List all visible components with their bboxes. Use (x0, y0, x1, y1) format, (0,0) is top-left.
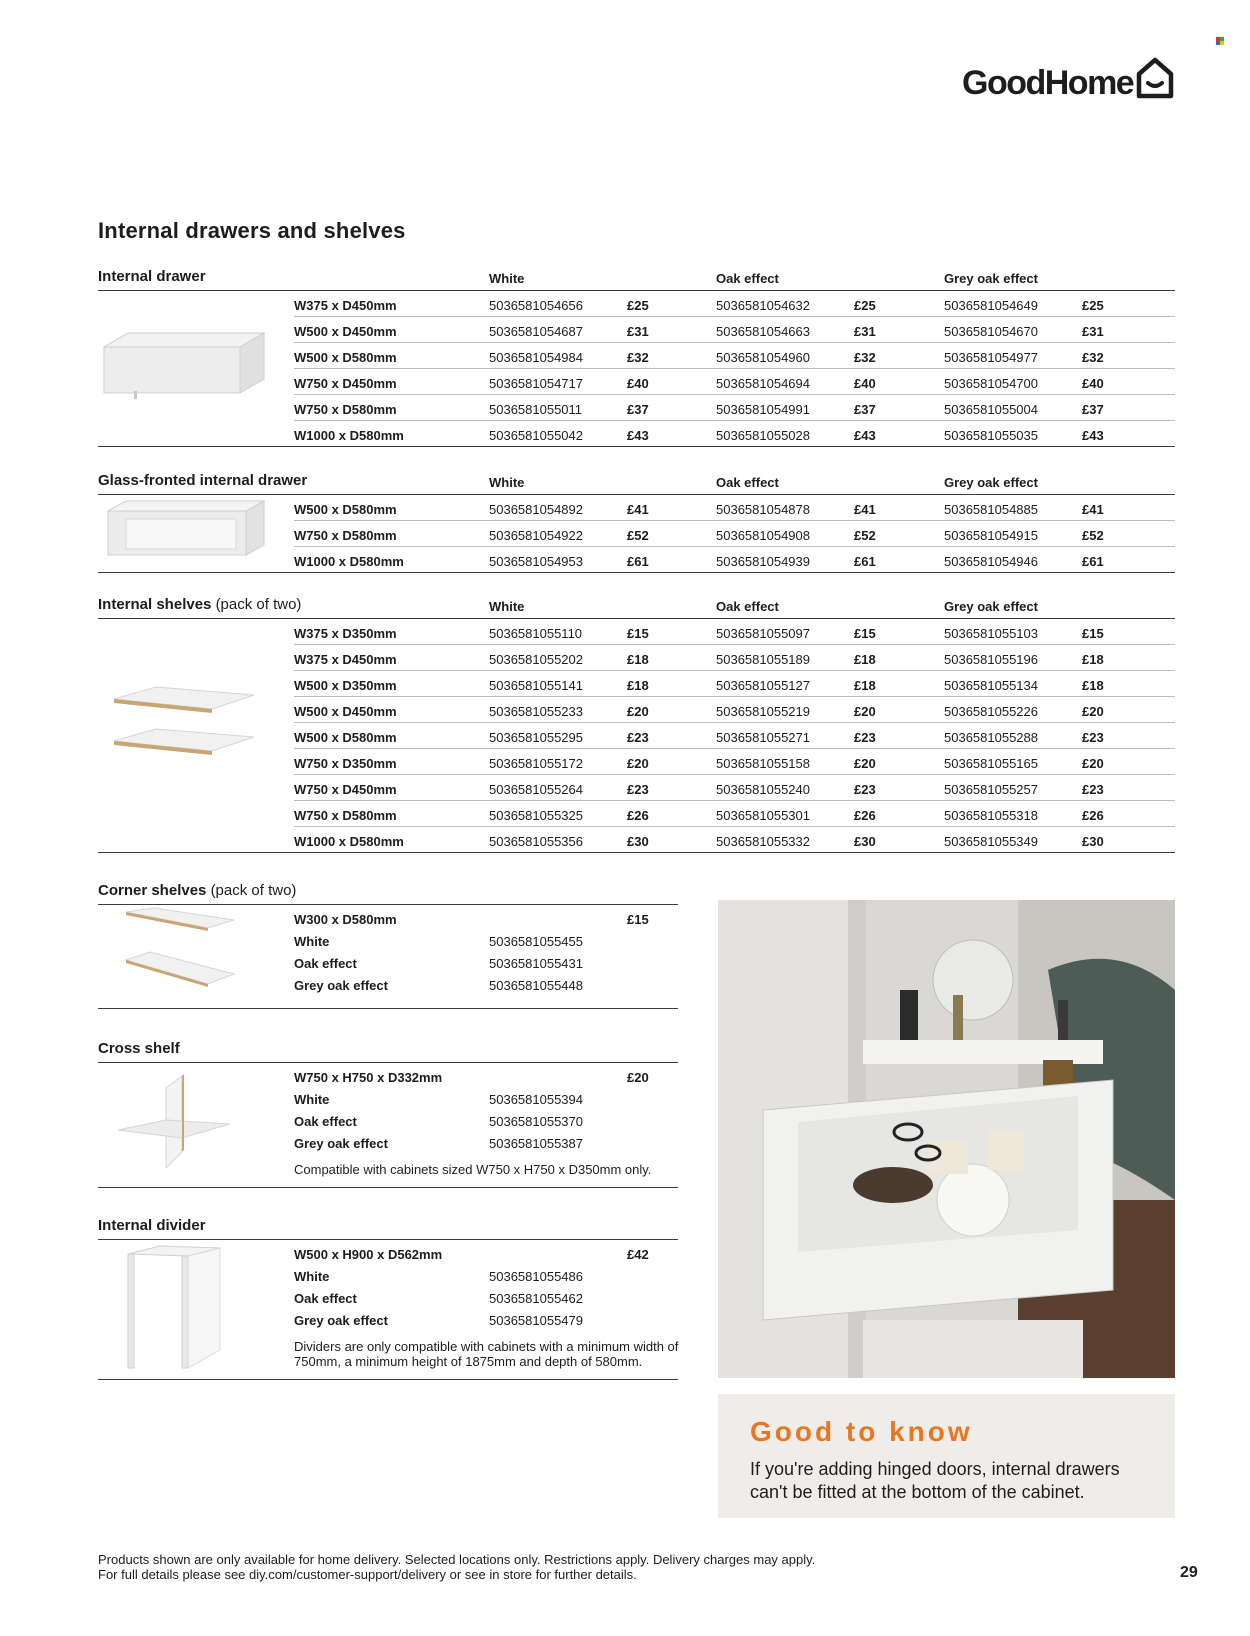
col-oak: Oak effect (716, 271, 779, 286)
finish-name-cell: White (294, 1092, 330, 1107)
size-cell: W500 x D450mm (294, 704, 397, 719)
grey-code-cell: 5036581055226 (944, 704, 1038, 719)
size-cell: W375 x D350mm (294, 626, 397, 641)
white-price-cell: £26 (627, 808, 649, 823)
oak-code-cell: 5036581055158 (716, 756, 810, 771)
col-grey-oak: Grey oak effect (944, 475, 1038, 490)
white-price-cell: £61 (627, 554, 649, 569)
oak-price-cell: £18 (854, 652, 876, 667)
grey-code-cell: 5036581055035 (944, 428, 1038, 443)
row-rule (294, 826, 1175, 827)
finish-name-cell: Grey oak effect (294, 1136, 388, 1151)
oak-price-cell: £26 (854, 808, 876, 823)
grey-price-cell: £40 (1082, 376, 1104, 391)
oak-price-cell: £25 (854, 298, 876, 313)
white-code-cell: 5036581054687 (489, 324, 583, 339)
finish-name-cell: Oak effect (294, 956, 357, 971)
oak-price-cell: £30 (854, 834, 876, 849)
size-cell: W500 x D580mm (294, 350, 397, 365)
oak-code-cell: 5036581055127 (716, 678, 810, 693)
white-code-cell: 5036581055325 (489, 808, 583, 823)
oak-code-cell: 5036581054663 (716, 324, 810, 339)
glass-drawer-illustration (104, 497, 274, 567)
color-dots-icon (1216, 32, 1224, 40)
internal-shelves-heading (98, 596, 301, 613)
oak-code-cell: 5036581054960 (716, 350, 810, 365)
internal-drawer-heading: Internal drawer (98, 268, 206, 285)
internal-divider-illustration (126, 1244, 222, 1370)
white-price-cell: £31 (627, 324, 649, 339)
white-price-cell: £20 (627, 756, 649, 771)
section-top-rule (98, 1239, 678, 1240)
white-price-cell: £32 (627, 350, 649, 365)
oak-code-cell: 5036581054632 (716, 298, 810, 313)
goodhome-logo (962, 56, 1175, 100)
oak-price-cell: £61 (854, 554, 876, 569)
grey-price-cell: £23 (1082, 782, 1104, 797)
grey-code-cell: 5036581055349 (944, 834, 1038, 849)
finish-code-cell: 5036581055486 (489, 1269, 583, 1284)
white-price-cell: £52 (627, 528, 649, 543)
internal-drawer-illustration (100, 325, 270, 405)
oak-code-cell: 5036581054991 (716, 402, 810, 417)
internal-divider-note: Dividers are only compatible with cabinets with a minimum width of 750mm, a minimum height of 1875mm and depth of 580mm. (294, 1339, 679, 1369)
white-code-cell: 5036581055295 (489, 730, 583, 745)
finish-code-cell: 5036581055394 (489, 1092, 583, 1107)
grey-code-cell: 5036581055257 (944, 782, 1038, 797)
white-code-cell: 5036581055233 (489, 704, 583, 719)
grey-code-cell: 5036581055196 (944, 652, 1038, 667)
oak-code-cell: 5036581054939 (716, 554, 810, 569)
finish-name-cell: Grey oak effect (294, 1313, 388, 1328)
white-code-cell: 5036581054656 (489, 298, 583, 313)
white-code-cell: 5036581055110 (489, 626, 583, 641)
size-cell: W1000 x D580mm (294, 834, 404, 849)
grey-price-cell: £20 (1082, 704, 1104, 719)
size-cell: W750 x H750 x D332mm (294, 1070, 443, 1085)
table-header-rule (98, 494, 1175, 495)
row-rule (294, 748, 1175, 749)
oak-price-cell: £31 (854, 324, 876, 339)
corner-shelves-illustration (124, 906, 244, 1002)
white-price-cell: £25 (627, 298, 649, 313)
grey-price-cell: £52 (1082, 528, 1104, 543)
oak-price-cell: £20 (854, 704, 876, 719)
finish-name-cell: White (294, 1269, 330, 1284)
grey-price-cell: £23 (1082, 730, 1104, 745)
oak-price-cell: £23 (854, 730, 876, 745)
oak-price-cell: £43 (854, 428, 876, 443)
grey-price-cell: £30 (1082, 834, 1104, 849)
table-bottom-rule (98, 852, 1175, 853)
row-rule (294, 342, 1175, 343)
size-cell: W750 x D350mm (294, 756, 397, 771)
grey-price-cell: £26 (1082, 808, 1104, 823)
white-price-cell: £15 (627, 626, 649, 641)
white-code-cell: 5036581054892 (489, 502, 583, 517)
oak-code-cell: 5036581055301 (716, 808, 810, 823)
grey-price-cell: £25 (1082, 298, 1104, 313)
grey-code-cell: 5036581055103 (944, 626, 1038, 641)
white-code-cell: 5036581054953 (489, 554, 583, 569)
finish-code-cell: 5036581055431 (489, 956, 583, 971)
finish-name-cell: Grey oak effect (294, 978, 388, 993)
table-header-rule (98, 290, 1175, 291)
grey-code-cell: 5036581054885 (944, 502, 1038, 517)
oak-code-cell: 5036581055219 (716, 704, 810, 719)
internal-shelves-title: Internal shelves (98, 596, 212, 613)
grey-price-cell: £18 (1082, 678, 1104, 693)
size-cell: W500 x H900 x D562mm (294, 1247, 443, 1262)
white-price-cell: £30 (627, 834, 649, 849)
grey-price-cell: £15 (1082, 626, 1104, 641)
row-rule (294, 368, 1175, 369)
row-rule (294, 394, 1175, 395)
row-rule (294, 520, 1175, 521)
white-price-cell: £20 (627, 704, 649, 719)
row-rule (294, 546, 1175, 547)
grey-code-cell: 5036581054915 (944, 528, 1038, 543)
size-cell: W1000 x D580mm (294, 428, 404, 443)
grey-price-cell: £32 (1082, 350, 1104, 365)
row-rule (294, 316, 1175, 317)
white-code-cell: 5036581054717 (489, 376, 583, 391)
internal-divider-title: Internal divider (98, 1217, 206, 1234)
table-header-rule (98, 618, 1175, 619)
size-cell: W300 x D580mm (294, 912, 397, 927)
page-title: Internal drawers and shelves (98, 218, 406, 243)
white-code-cell: 5036581055264 (489, 782, 583, 797)
grey-code-cell: 5036581054700 (944, 376, 1038, 391)
oak-code-cell: 5036581054908 (716, 528, 810, 543)
oak-code-cell: 5036581055028 (716, 428, 810, 443)
white-code-cell: 5036581055011 (489, 402, 583, 417)
footer-line-2: For full details please see diy.com/customer-support/delivery or see in store for further details. (98, 1567, 637, 1582)
finish-code-cell: 5036581055448 (489, 978, 583, 993)
oak-price-cell: £32 (854, 350, 876, 365)
oak-price-cell: £15 (854, 626, 876, 641)
oak-price-cell: £52 (854, 528, 876, 543)
corner-shelves-title: Corner shelves (98, 882, 207, 899)
size-cell: W375 x D450mm (294, 298, 397, 313)
oak-price-cell: £37 (854, 402, 876, 417)
footer-disclaimer (98, 1552, 815, 1582)
row-rule (294, 800, 1175, 801)
grey-code-cell: 5036581054649 (944, 298, 1038, 313)
size-cell: W750 x D450mm (294, 376, 397, 391)
cross-shelf-heading (98, 1040, 180, 1057)
col-grey-oak: Grey oak effect (944, 271, 1038, 286)
section-bottom-rule (98, 1379, 678, 1380)
good-to-know-box (718, 1394, 1175, 1518)
grey-price-cell: £18 (1082, 652, 1104, 667)
good-to-know-title: Good to know (750, 1416, 973, 1447)
white-price-cell: £23 (627, 782, 649, 797)
oak-code-cell: 5036581055240 (716, 782, 810, 797)
finish-code-cell: 5036581055387 (489, 1136, 583, 1151)
oak-code-cell: 5036581055332 (716, 834, 810, 849)
oak-price-cell: £23 (854, 782, 876, 797)
finish-name-cell: Oak effect (294, 1291, 357, 1306)
cross-shelf-title: Cross shelf (98, 1040, 180, 1057)
row-rule (294, 420, 1175, 421)
size-cell: W750 x D580mm (294, 528, 397, 543)
grey-price-cell: £41 (1082, 502, 1104, 517)
white-price-cell: £41 (627, 502, 649, 517)
grey-code-cell: 5036581054977 (944, 350, 1038, 365)
oak-code-cell: 5036581055271 (716, 730, 810, 745)
white-price-cell: £43 (627, 428, 649, 443)
grey-price-cell: £20 (1082, 756, 1104, 771)
finish-code-cell: 5036581055462 (489, 1291, 583, 1306)
good-to-know-body: If you're adding hinged doors, internal drawers can't be fitted at the bottom of the cabinet. (750, 1459, 1120, 1502)
grey-code-cell: 5036581055004 (944, 402, 1038, 417)
footer-line-1: Products shown are only available for home delivery. Selected locations only. Restrictions apply. Delivery charges may apply. (98, 1552, 816, 1567)
col-oak: Oak effect (716, 599, 779, 614)
white-code-cell: 5036581055042 (489, 428, 583, 443)
row-rule (294, 722, 1175, 723)
grey-code-cell: 5036581055288 (944, 730, 1038, 745)
corner-shelves-subtitle: (pack of two) (210, 882, 297, 899)
section-top-rule (98, 904, 678, 905)
price-cell: £20 (627, 1070, 649, 1085)
row-rule (294, 774, 1175, 775)
oak-price-cell: £40 (854, 376, 876, 391)
grey-code-cell: 5036581054946 (944, 554, 1038, 569)
white-code-cell: 5036581055141 (489, 678, 583, 693)
oak-code-cell: 5036581055189 (716, 652, 810, 667)
grey-code-cell: 5036581054670 (944, 324, 1038, 339)
grey-price-cell: £61 (1082, 554, 1104, 569)
size-cell: W375 x D450mm (294, 652, 397, 667)
grey-price-cell: £31 (1082, 324, 1104, 339)
cross-shelf-illustration (116, 1068, 236, 1178)
white-code-cell: 5036581054984 (489, 350, 583, 365)
oak-price-cell: £20 (854, 756, 876, 771)
row-rule (294, 644, 1175, 645)
finish-code-cell: 5036581055370 (489, 1114, 583, 1129)
corner-shelves-heading (98, 882, 296, 899)
oak-price-cell: £18 (854, 678, 876, 693)
col-white: White (489, 475, 525, 490)
col-white: White (489, 599, 525, 614)
size-cell: W500 x D580mm (294, 502, 397, 517)
glass-drawer-heading: Glass-fronted internal drawer (98, 472, 308, 489)
page-number: 29 (1180, 1564, 1198, 1581)
size-cell: W1000 x D580mm (294, 554, 404, 569)
section-bottom-rule (98, 1187, 678, 1188)
size-cell: W500 x D580mm (294, 730, 397, 745)
oak-code-cell: 5036581055097 (716, 626, 810, 641)
white-price-cell: £18 (627, 678, 649, 693)
white-code-cell: 5036581054922 (489, 528, 583, 543)
oak-code-cell: 5036581054694 (716, 376, 810, 391)
internal-shelves-subtitle: (pack of two) (215, 596, 302, 613)
internal-shelves-illustration (112, 685, 262, 785)
logo-text: GoodHome (962, 64, 1134, 102)
finish-code-cell: 5036581055479 (489, 1313, 583, 1328)
size-cell: W500 x D450mm (294, 324, 397, 339)
size-cell: W750 x D580mm (294, 402, 397, 417)
white-code-cell: 5036581055356 (489, 834, 583, 849)
white-price-cell: £40 (627, 376, 649, 391)
house-smile-icon (1135, 56, 1175, 100)
size-cell: W500 x D350mm (294, 678, 397, 693)
internal-divider-heading (98, 1217, 206, 1234)
white-code-cell: 5036581055202 (489, 652, 583, 667)
grey-code-cell: 5036581055318 (944, 808, 1038, 823)
table-bottom-rule (98, 446, 1175, 447)
row-rule (294, 696, 1175, 697)
col-white: White (489, 271, 525, 286)
grey-code-cell: 5036581055134 (944, 678, 1038, 693)
oak-code-cell: 5036581054878 (716, 502, 810, 517)
white-code-cell: 5036581055172 (489, 756, 583, 771)
grey-price-cell: £37 (1082, 402, 1104, 417)
col-grey-oak: Grey oak effect (944, 599, 1038, 614)
white-price-cell: £18 (627, 652, 649, 667)
price-cell: £42 (627, 1247, 649, 1262)
wardrobe-drawer-photo (718, 900, 1175, 1378)
table-bottom-rule (98, 572, 1175, 573)
row-rule (294, 670, 1175, 671)
finish-code-cell: 5036581055455 (489, 934, 583, 949)
section-top-rule (98, 1062, 678, 1063)
section-bottom-rule (98, 1008, 678, 1009)
oak-price-cell: £41 (854, 502, 876, 517)
white-price-cell: £37 (627, 402, 649, 417)
grey-code-cell: 5036581055165 (944, 756, 1038, 771)
white-price-cell: £23 (627, 730, 649, 745)
finish-name-cell: White (294, 934, 330, 949)
cross-shelf-note: Compatible with cabinets sized W750 x H750 x D350mm only. (294, 1162, 652, 1177)
price-cell: £15 (627, 912, 649, 927)
size-cell: W750 x D580mm (294, 808, 397, 823)
finish-name-cell: Oak effect (294, 1114, 357, 1129)
col-oak: Oak effect (716, 475, 779, 490)
size-cell: W750 x D450mm (294, 782, 397, 797)
grey-price-cell: £43 (1082, 428, 1104, 443)
